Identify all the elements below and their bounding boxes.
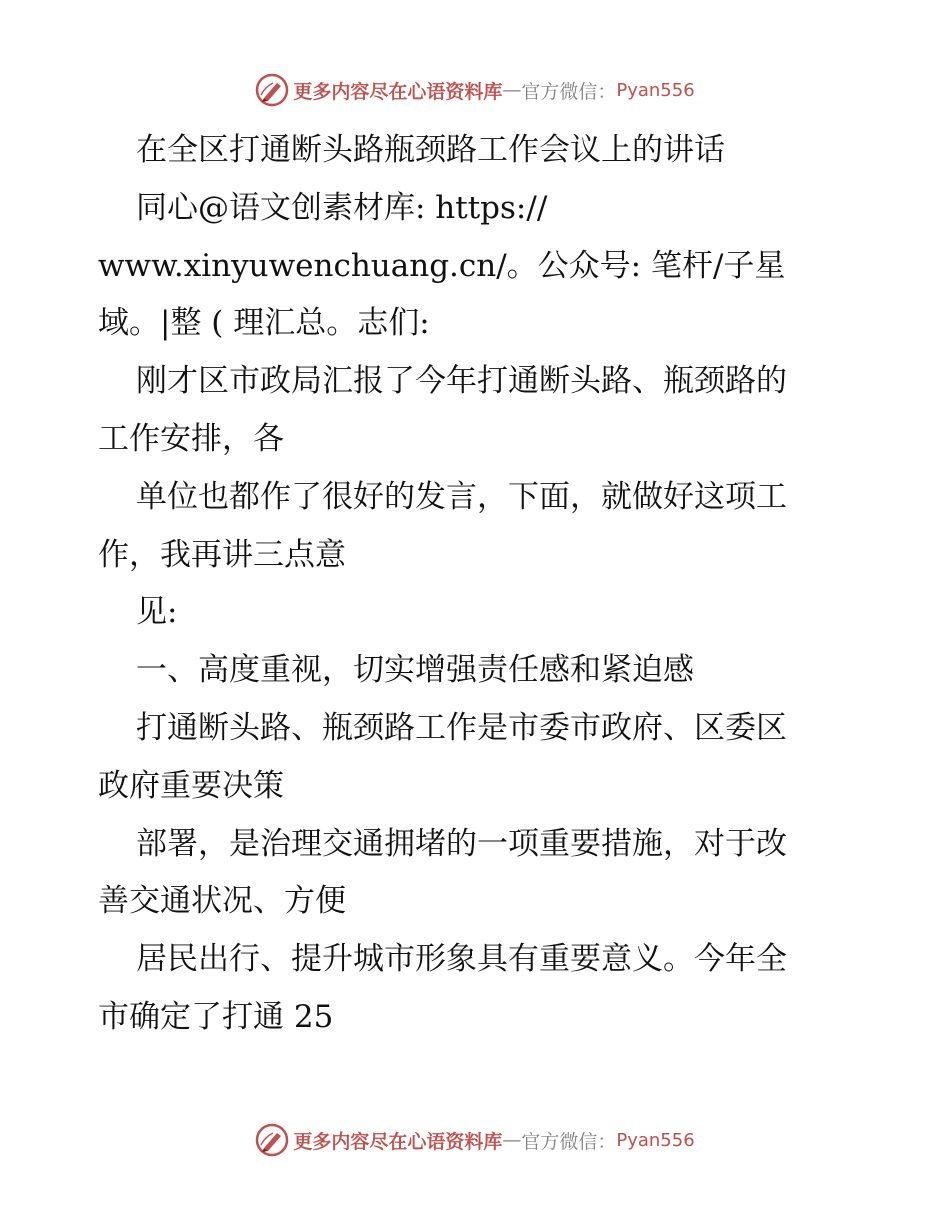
banner-wechat-label: 官方微信： [521, 1130, 617, 1153]
banner-main-text: 更多内容尽在心语资料库 [293, 80, 503, 103]
pen-logo-icon [255, 1123, 289, 1157]
document-line: 见: [136, 594, 178, 631]
document-line: 域。|整 ( 理汇总。志们: [98, 305, 430, 342]
section-heading: 一、高度重视，切实增强责任感和紧迫感 [136, 652, 694, 689]
header-banner [0, 70, 950, 110]
document-body [98, 122, 858, 1047]
document-line: 居民出行、提升城市形象具有重要意义。今年全 [136, 941, 787, 978]
document-line: 政府重要决策 [98, 767, 284, 804]
document-line: 作，我再讲三点意 [98, 536, 346, 573]
document-line: www.xinyuwenchuang.cn/。公众号: 笔杆/子星 [98, 247, 786, 284]
document-title: 在全区打通断头路瓶颈路工作会议上的讲话 [136, 132, 725, 168]
document-line: 市确定了打通 25 [98, 998, 334, 1035]
banner-separator: — [502, 79, 522, 101]
footer-banner [0, 1120, 950, 1160]
document-line: 善交通状况、方便 [98, 883, 346, 920]
banner-wechat-id: Pyan556 [616, 79, 695, 101]
document-line: 部署，是治理交通拥堵的一项重要措施，对于改 [136, 825, 787, 862]
banner-main-text: 更多内容尽在心语资料库 [293, 1130, 503, 1153]
pen-logo-icon [255, 73, 289, 107]
document-line: 打通断头路、瓶颈路工作是市委市政府、区委区 [136, 709, 787, 746]
document-line: 同心@语文创素材库: https:// [136, 189, 548, 226]
banner-wechat-label: 官方微信： [521, 80, 617, 103]
document-line: 刚才区市政局汇报了今年打通断头路、瓶颈路的 [136, 363, 787, 400]
banner-wechat-id: Pyan556 [616, 1129, 695, 1151]
document-line: 工作安排，各 [98, 420, 284, 457]
document-line: 单位也都作了很好的发言，下面，就做好这项工 [136, 478, 787, 515]
banner-separator: — [502, 1129, 522, 1151]
